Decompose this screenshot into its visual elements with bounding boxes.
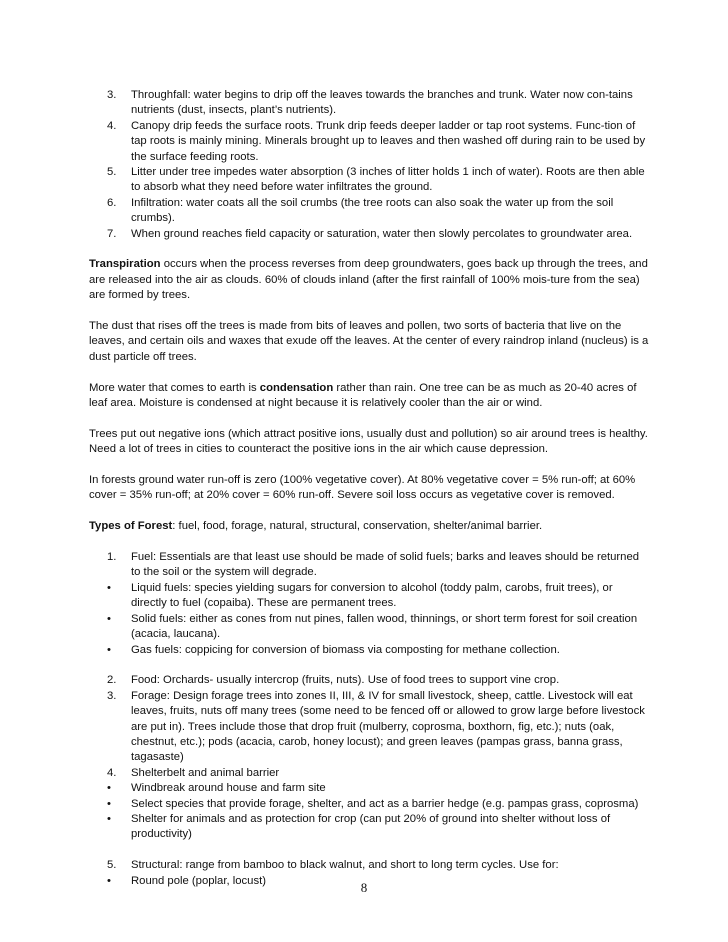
runoff-paragraph: In forests ground water run-off is zero (100% vegetative cover). At 80% vegetative cover = 5% run-off; at 60% cover = 35% run-off; at 20% cover = 60% run-off. Severe soil loss occurs as vegetative cover is removed. <box>89 474 636 502</box>
list-item <box>89 766 649 781</box>
list-item-text: Shelterbelt and animal barrier <box>131 766 280 779</box>
list-item-text: Windbreak around house and farm site <box>131 782 326 795</box>
water-cycle-list <box>89 88 649 242</box>
list-item-text: Select species that provide forage, shelter, and act as a barrier hedge (e.g. pampas grass, coprosma) <box>131 797 639 810</box>
condensation-after: rather than rain. One tree can be as much as 20-40 acres of leaf area. Moisture is condensed at night because it is relatively cooler than the air or wind. <box>89 381 637 410</box>
list-item <box>89 612 649 643</box>
list-marker: 6. <box>107 196 117 209</box>
list-item <box>89 165 649 196</box>
fuel-list <box>89 550 649 658</box>
list-marker: • <box>107 782 111 795</box>
list-marker: • <box>107 612 111 625</box>
list-item-text: Litter under tree impedes water absorption (3 inches of litter holds 1 inch of water). Roots are then able to absorb what they need before water infiltrates the ground. <box>131 166 645 194</box>
list-marker: 1. <box>107 551 117 564</box>
list-item-text: Food: Orchards- usually intercrop (fruits, nuts). Use of food trees to support vine crop. <box>131 674 560 687</box>
list-item <box>89 812 649 843</box>
condensation-paragraph <box>89 381 649 412</box>
list-item-text: Gas fuels: coppicing for conversion of biomass via composting for methane collection. <box>131 643 560 656</box>
list-marker: • <box>107 643 111 656</box>
condensation-before: More water that comes to earth is <box>89 381 260 394</box>
list-item <box>89 119 649 165</box>
list-item <box>89 643 649 658</box>
transpiration-term: Transpiration <box>89 258 161 271</box>
list-item <box>89 196 649 227</box>
list-item <box>89 227 649 242</box>
list-item <box>89 781 649 796</box>
ions-paragraph: Trees put out negative ions (which attract positive ions, usually dust and pollution) so air around trees is healthy. Need a lot of trees in cities to counteract the positive ions in the air which cause depression. <box>89 427 648 456</box>
page-content <box>89 88 649 889</box>
list-item-text: Canopy drip feeds the surface roots. Trunk drip feeds deeper ladder or tap root systems. Func-tion of tap roots is mainly mining. Minerals brought up to leaves and then washed off during rain to be used by the surface feeding roots. <box>131 119 646 163</box>
list-item-text: Solid fuels: either as cones from nut pines, fallen wood, thinnings, or short term forest for soil creation (acacia, laucana). <box>131 612 638 641</box>
food-list <box>89 673 649 842</box>
list-item <box>89 858 649 873</box>
list-item-text: Liquid fuels: species yielding sugars for conversion to alcohol (toddy palm, carobs, fruit trees), or directly to fuel (copaiba). These are permanent trees. <box>131 581 613 610</box>
list-item-text: Structural: range from bamboo to black walnut, and short to long term cycles. Use for: <box>131 859 559 872</box>
list-item <box>89 581 649 612</box>
list-marker: • <box>107 581 111 594</box>
list-item <box>89 797 649 812</box>
list-item-text: When ground reaches field capacity or saturation, water then slowly percolates to groundwater area. <box>131 227 633 240</box>
list-item-text: Fuel: Essentials are that least use should be made of solid fuels; barks and leaves should be returned to the soil or the system will degrade. <box>131 551 640 579</box>
list-item-text: Infiltration: water coats all the soil crumbs (the tree roots can also soak the water up from the soil crumbs). <box>131 196 614 225</box>
list-marker: • <box>107 797 111 810</box>
dust-paragraph: The dust that rises off the trees is made from bits of leaves and pollen, two sorts of bacteria that live on the leaves, and certain oils and waxes that exude off the leaves. At the center of every raindrop inland (nucleus) is a dust particle off trees. <box>89 320 649 363</box>
list-marker: 3. <box>107 89 117 101</box>
list-item <box>89 673 649 688</box>
list-item-text: Forage: Design forage trees into zones II, III, & IV for small livestock, sheep, cattle. Livestock will eat leaves, fruits, nuts off many trees (some need to be fenced off or allowed to grow large before livestock are put in). Trees include those that drop fruit (mulberry, coprosma, boxthorn, fig, etc.); nuts (oak, chestnut, etc.); pods (acacia, carob, honey locust); and green leaves (pampas grass, banna grass, tagasaste) <box>131 689 645 764</box>
transpiration-text: occurs when the process reverses from deep groundwaters, goes back up through the trees, and are released into the air as clouds. 60% of clouds inland (after the first rainfall of 100% mois-ture from the sea) are formed by trees. <box>89 258 648 302</box>
list-item-text: Throughfall: water begins to drip off the leaves towards the branches and trunk. Water now con-tains nutrients (dust, insects, plant’s nutrients). <box>131 89 633 117</box>
list-item-text: Round pole (poplar, locust) <box>131 874 267 887</box>
transpiration-paragraph <box>89 257 649 303</box>
list-marker: • <box>107 874 111 887</box>
types-text: : fuel, food, forage, natural, structural, conservation, shelter/animal barrier. <box>172 520 543 533</box>
list-marker: 4. <box>107 119 117 132</box>
list-marker: • <box>107 812 111 825</box>
list-marker: 5. <box>107 166 117 179</box>
list-marker: 3. <box>107 689 117 702</box>
list-item <box>89 88 649 119</box>
list-item-text: Shelter for animals and as protection for crop (can put 20% of ground into shelter without loss of productivity) <box>131 812 611 841</box>
list-marker: 7. <box>107 227 117 240</box>
list-marker: 2. <box>107 674 117 687</box>
list-marker: 4. <box>107 766 117 779</box>
list-item <box>89 689 649 766</box>
types-term: Types of Forest <box>89 520 173 533</box>
condensation-term: condensation <box>259 381 334 394</box>
types-of-forest-paragraph <box>89 519 649 534</box>
page-number: 8 <box>360 880 368 895</box>
list-marker: 5. <box>107 859 117 872</box>
list-item <box>89 550 649 581</box>
